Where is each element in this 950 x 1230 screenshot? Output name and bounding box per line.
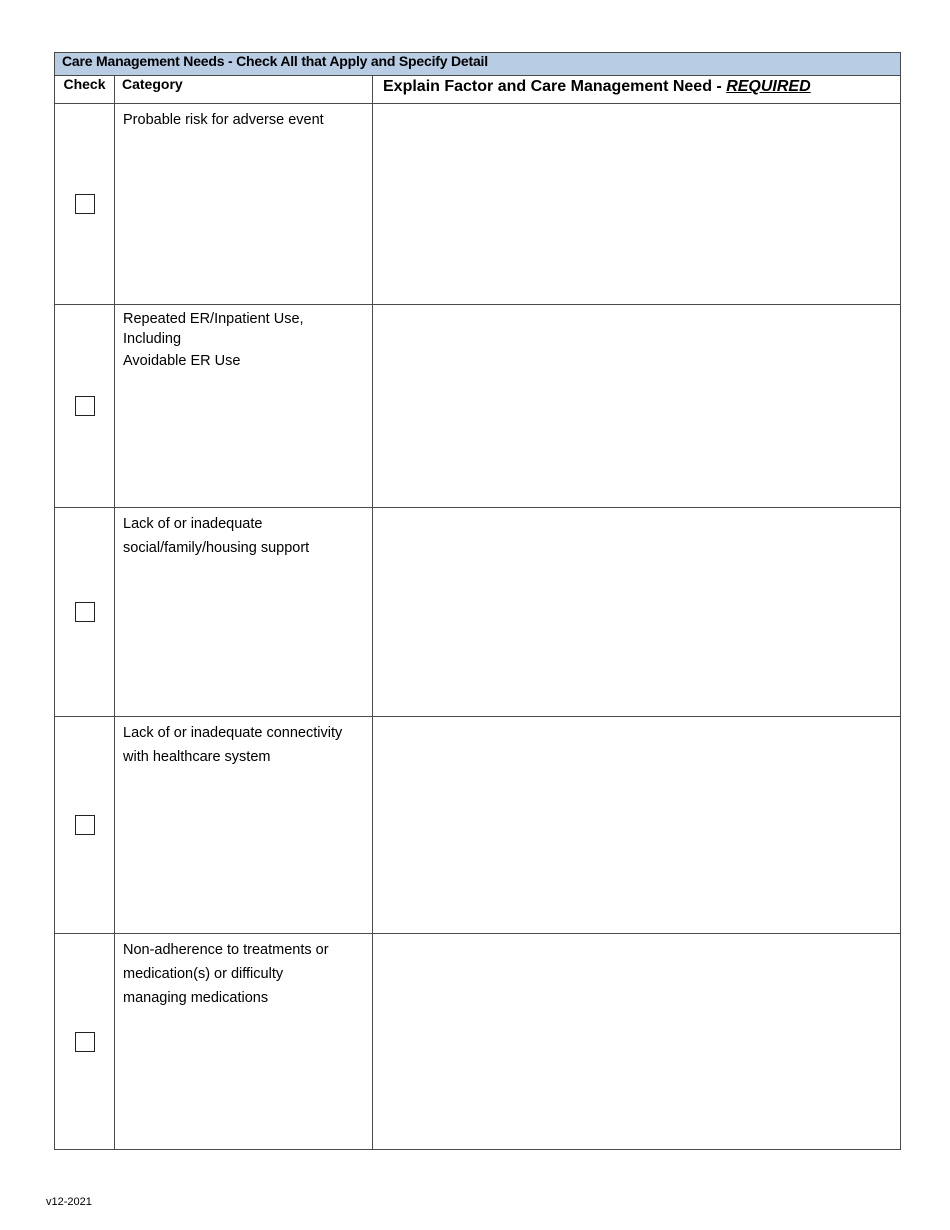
- table-title-row: [55, 53, 901, 76]
- explain-header-text: Explain Factor and Care Management Need -: [383, 78, 727, 95]
- category-label: medication(s) or difficulty: [123, 966, 284, 982]
- required-label: REQUIRED: [726, 78, 811, 95]
- table-row: [55, 717, 901, 934]
- checkbox-social-support[interactable]: [75, 602, 95, 622]
- explain-column-header: [373, 76, 901, 104]
- category-label: Repeated ER/Inpatient Use,: [123, 311, 304, 327]
- category-column-header: Category: [115, 76, 373, 104]
- category-cell: [115, 305, 373, 508]
- explanation-field[interactable]: [373, 305, 901, 508]
- check-cell: [55, 717, 115, 934]
- category-label: Lack of or inadequate connectivity: [123, 725, 343, 741]
- category-label: social/family/housing support: [123, 540, 310, 556]
- version-label: v12-2021: [46, 1196, 92, 1208]
- table-row: [55, 508, 901, 717]
- check-cell: [55, 104, 115, 305]
- category-label: Lack of or inadequate: [123, 516, 263, 532]
- table-title: Care Management Needs - Check All that Apply and Specify Detail: [55, 53, 901, 76]
- category-label: Including: [123, 331, 182, 347]
- checkbox-er-inpatient-use[interactable]: [75, 396, 95, 416]
- category-label: managing medications: [123, 990, 269, 1006]
- checkbox-healthcare-connectivity[interactable]: [75, 815, 95, 835]
- table-header-row: [55, 76, 901, 104]
- table-row: [55, 934, 901, 1150]
- check-column-header: Check: [55, 76, 115, 104]
- check-cell: [55, 305, 115, 508]
- category-cell: [115, 104, 373, 305]
- category-cell: [115, 717, 373, 934]
- checkbox-adverse-event[interactable]: [75, 194, 95, 214]
- explanation-field[interactable]: [373, 508, 901, 717]
- care-management-needs-table: [54, 52, 901, 1150]
- category-label: Probable risk for adverse event: [123, 112, 324, 128]
- category-cell: [115, 934, 373, 1150]
- category-label: with healthcare system: [123, 749, 271, 765]
- checkbox-medication-adherence[interactable]: [75, 1032, 95, 1052]
- explanation-field[interactable]: [373, 934, 901, 1150]
- category-cell: [115, 508, 373, 717]
- table-row: [55, 305, 901, 508]
- table-row: [55, 104, 901, 305]
- category-label: Non-adherence to treatments or: [123, 942, 329, 958]
- category-label: Avoidable ER Use: [123, 353, 241, 369]
- check-cell: [55, 508, 115, 717]
- explanation-field[interactable]: [373, 717, 901, 934]
- check-cell: [55, 934, 115, 1150]
- explanation-field[interactable]: [373, 104, 901, 305]
